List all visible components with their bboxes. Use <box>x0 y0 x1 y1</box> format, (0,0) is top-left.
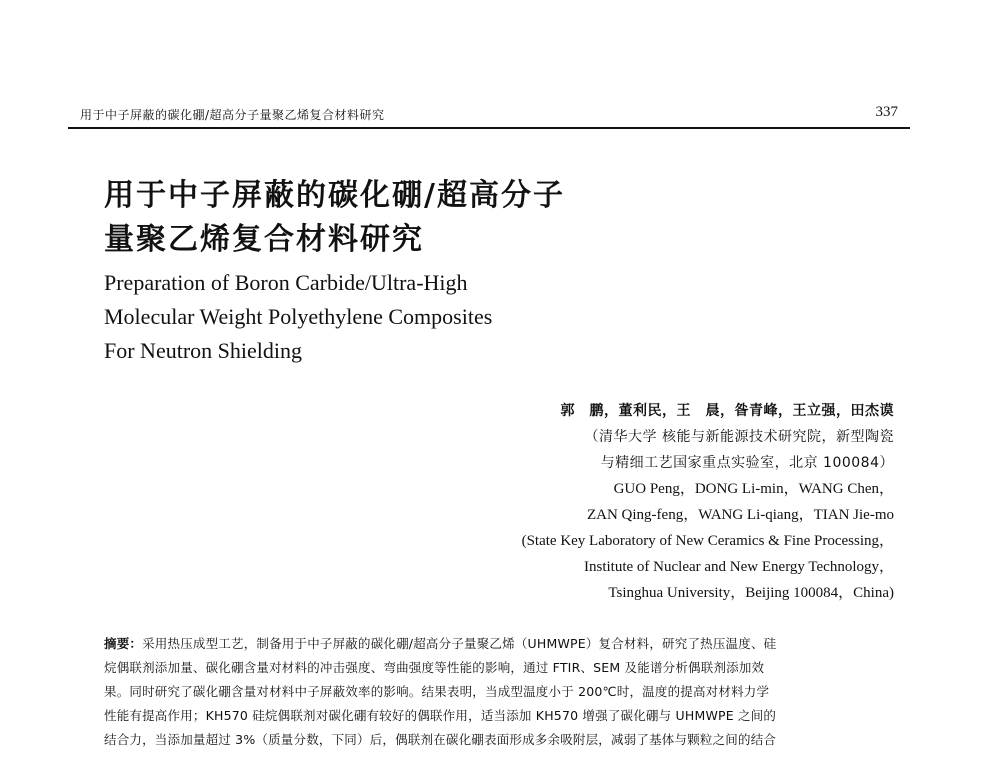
title-english-line-1: Preparation of Boron Carbide/Ultra-High <box>104 270 468 295</box>
abstract-label: 摘要： <box>104 636 143 651</box>
affiliation-english-line-1: (State Key Laboratory of New Ceramics & Fine Processing， <box>521 533 894 549</box>
abstract-line-5: 结合力，当添加量超过 3%（质量分数，下同）后，偶联剂在碳化硼表面形成多余吸附层，减弱了基体与颗粒之间的结合 <box>104 732 777 747</box>
page-number: 337 <box>875 104 898 120</box>
author-block <box>374 398 894 606</box>
affiliation-english-line-3: Tsinghua University，Beijing 100084，China) <box>608 585 894 601</box>
abstract-line-1 <box>104 632 904 656</box>
title-english-line-2: Molecular Weight Polyethylene Composites <box>104 304 493 329</box>
abstract <box>104 632 904 752</box>
title-chinese-line-1: 用于中子屏蔽的碳化硼/超高分子 <box>104 178 565 213</box>
title-english <box>104 266 664 368</box>
affiliation-chinese-line-1: （清华大学 核能与新能源技术研究院，新型陶瓷 <box>584 429 894 445</box>
authors-chinese: 郭 鹏，董利民，王 晨，昝青峰，王立强，田杰谟 <box>560 403 894 419</box>
abstract-line-2: 烷偶联剂添加量、碳化硼含量对材料的冲击强度、弯曲强度等性能的影响，通过 FTIR、SEM 及能谱分析偶联剂添加效 <box>104 660 765 675</box>
authors-english-line-2: ZAN Qing-feng，WANG Li-qiang，TIAN Jie-mo <box>586 507 894 523</box>
running-header-title: 用于中子屏蔽的碳化硼/超高分子量聚乙烯复合材料研究 <box>80 108 385 122</box>
running-header <box>68 104 910 126</box>
title-english-line-3: For Neutron Shielding <box>104 338 302 363</box>
affiliation-chinese-line-2: 与精细工艺国家重点实验室，北京 100084） <box>600 455 894 471</box>
abstract-line-3: 果。同时研究了碳化硼含量对材料中子屏蔽效率的影响。结果表明，当成型温度小于 200℃时，温度的提高对材料力学 <box>104 684 770 699</box>
abstract-line-4: 性能有提高作用；KH570 硅烷偶联剂对碳化硼有较好的偶联作用，适当添加 KH570 增强了碳化硼与 UHMWPE 之间的 <box>104 708 777 723</box>
abstract-text-1: 采用热压成型工艺，制备用于中子屏蔽的碳化硼/超高分子量聚乙烯（UHMWPE）复合材料，研究了热压温度、硅 <box>142 636 777 651</box>
affiliation-english-line-2: Institute of Nuclear and New Energy Technology， <box>584 559 894 575</box>
title-chinese-line-2: 量聚乙烯复合材料研究 <box>104 222 424 257</box>
title-chinese <box>104 174 664 262</box>
authors-english-line-1: GUO Peng，DONG Li-min，WANG Chen， <box>613 481 894 497</box>
header-rule <box>68 127 910 129</box>
